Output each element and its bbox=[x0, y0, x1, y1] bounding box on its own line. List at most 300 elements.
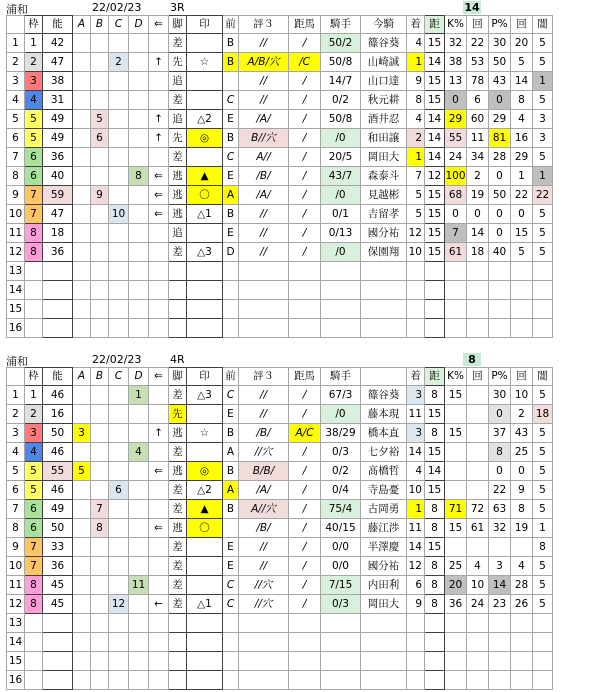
empty-cell bbox=[129, 262, 149, 281]
empty-cell bbox=[109, 300, 129, 319]
recovery-2: 29 bbox=[511, 148, 533, 167]
row-number: 9 bbox=[7, 186, 25, 205]
empty-cell bbox=[407, 652, 425, 671]
rank-a bbox=[73, 243, 91, 262]
empty-cell bbox=[43, 614, 73, 633]
prediction-mark bbox=[187, 538, 223, 557]
empty-cell bbox=[239, 671, 289, 690]
jockey-name: 見越彬 bbox=[361, 186, 407, 205]
running-style: 逃 bbox=[169, 462, 187, 481]
empty-cell bbox=[489, 300, 511, 319]
previous-grade: E bbox=[223, 538, 239, 557]
jockey-name: 半澤慶 bbox=[361, 538, 407, 557]
p-percent: 22 bbox=[489, 481, 511, 500]
row-number: 11 bbox=[7, 224, 25, 243]
frame-number: 2 bbox=[25, 405, 43, 424]
ability-score: 31 bbox=[43, 91, 73, 110]
empty-cell bbox=[25, 300, 43, 319]
empty-cell bbox=[489, 614, 511, 633]
k-percent: 15 bbox=[445, 519, 467, 538]
ability-score: 36 bbox=[43, 148, 73, 167]
empty-cell bbox=[109, 652, 129, 671]
rank-d bbox=[129, 481, 149, 500]
evaluation-3: //穴 bbox=[239, 443, 289, 462]
empty-cell bbox=[43, 652, 73, 671]
evaluation-3: // bbox=[239, 205, 289, 224]
row-number: 7 bbox=[7, 148, 25, 167]
recovery-1 bbox=[467, 462, 489, 481]
table-row bbox=[7, 614, 553, 633]
rank-c bbox=[109, 386, 129, 405]
rank-b bbox=[91, 424, 109, 443]
dark-index: 5 bbox=[533, 224, 553, 243]
previous-grade: C bbox=[223, 91, 239, 110]
k-percent: 7 bbox=[445, 224, 467, 243]
previous-grade: C bbox=[223, 576, 239, 595]
recovery-1 bbox=[467, 424, 489, 443]
rank-c bbox=[109, 129, 129, 148]
evaluation-3: // bbox=[239, 386, 289, 405]
empty-cell bbox=[91, 671, 109, 690]
empty-cell bbox=[43, 262, 73, 281]
previous-grade: B bbox=[223, 34, 239, 53]
recovery-1: 18 bbox=[467, 243, 489, 262]
rank-d bbox=[129, 243, 149, 262]
recovery-2: 0 bbox=[511, 462, 533, 481]
arrow-mark bbox=[149, 405, 169, 424]
prediction-mark bbox=[187, 576, 223, 595]
header-cell: 闇 bbox=[533, 16, 553, 34]
empty-cell bbox=[25, 671, 43, 690]
evaluation-3: /A/ bbox=[239, 186, 289, 205]
empty-cell bbox=[109, 633, 129, 652]
evaluation-3: // bbox=[239, 91, 289, 110]
ability-score: 49 bbox=[43, 500, 73, 519]
table-row bbox=[7, 500, 553, 519]
header-cell: 能 bbox=[43, 368, 73, 386]
rank-b: 6 bbox=[91, 129, 109, 148]
row-number: 10 bbox=[7, 557, 25, 576]
prediction-mark: ☆ bbox=[187, 53, 223, 72]
empty-cell bbox=[445, 319, 467, 338]
empty-cell bbox=[223, 671, 239, 690]
rank-d bbox=[129, 595, 149, 614]
rank-c bbox=[109, 462, 129, 481]
running-style: 差 bbox=[169, 557, 187, 576]
empty-cell bbox=[511, 671, 533, 690]
row-number: 12 bbox=[7, 243, 25, 262]
dark-index: 18 bbox=[533, 405, 553, 424]
previous-grade: B bbox=[223, 205, 239, 224]
empty-cell bbox=[73, 319, 91, 338]
jockey-name: 酒井忍 bbox=[361, 110, 407, 129]
recovery-2: 8 bbox=[511, 91, 533, 110]
rank-d: 4 bbox=[129, 443, 149, 462]
p-percent: 28 bbox=[489, 148, 511, 167]
distance-horse: / bbox=[289, 243, 321, 262]
recovery-1: 34 bbox=[467, 148, 489, 167]
table-row bbox=[7, 224, 553, 243]
row-number: 5 bbox=[7, 110, 25, 129]
recovery-1 bbox=[467, 405, 489, 424]
rank-c bbox=[109, 72, 129, 91]
finish-position: 14 bbox=[407, 443, 425, 462]
recovery-2: 22 bbox=[511, 186, 533, 205]
empty-cell bbox=[223, 633, 239, 652]
empty-cell bbox=[187, 633, 223, 652]
empty-cell bbox=[25, 652, 43, 671]
p-percent: 23 bbox=[489, 595, 511, 614]
row-number: 6 bbox=[7, 129, 25, 148]
empty-cell bbox=[425, 614, 445, 633]
header-cell: D bbox=[129, 16, 149, 34]
distance-horse: / bbox=[289, 481, 321, 500]
dark-index: 1 bbox=[533, 72, 553, 91]
evaluation-3: // bbox=[239, 538, 289, 557]
rank-a bbox=[73, 91, 91, 110]
header-cell: 前 bbox=[223, 16, 239, 34]
rank-c bbox=[109, 224, 129, 243]
row-number: 3 bbox=[7, 72, 25, 91]
arrow-mark: ⇐ bbox=[149, 167, 169, 186]
prediction-mark bbox=[187, 443, 223, 462]
table-row bbox=[7, 424, 553, 443]
jockey-stat: 75/4 bbox=[321, 500, 361, 519]
finish-position: 9 bbox=[407, 595, 425, 614]
rank-c bbox=[109, 243, 129, 262]
distance-value: 15 bbox=[425, 243, 445, 262]
race-table bbox=[6, 367, 553, 690]
arrow-mark bbox=[149, 386, 169, 405]
p-percent: 0 bbox=[489, 405, 511, 424]
empty-cell bbox=[321, 262, 361, 281]
frame-number: 7 bbox=[25, 186, 43, 205]
distance-value: 15 bbox=[425, 443, 445, 462]
jockey-stat: 0/4 bbox=[321, 481, 361, 500]
header-cell: 枠 bbox=[25, 368, 43, 386]
empty-cell bbox=[109, 281, 129, 300]
distance-horse: / bbox=[289, 576, 321, 595]
distance-horse: A/C bbox=[289, 424, 321, 443]
running-style: 差 bbox=[169, 91, 187, 110]
distance-value: 15 bbox=[425, 224, 445, 243]
ability-score: 46 bbox=[43, 481, 73, 500]
distance-horse: /C bbox=[289, 53, 321, 72]
prediction-mark: △3 bbox=[187, 386, 223, 405]
recovery-2: 14 bbox=[511, 72, 533, 91]
empty-cell bbox=[361, 652, 407, 671]
arrow-mark bbox=[149, 576, 169, 595]
arrow-mark bbox=[149, 500, 169, 519]
distance-horse: / bbox=[289, 129, 321, 148]
distance-value: 15 bbox=[425, 186, 445, 205]
table-row bbox=[7, 110, 553, 129]
distance-value: 14 bbox=[425, 53, 445, 72]
rank-d: 1 bbox=[129, 386, 149, 405]
p-percent: 14 bbox=[489, 576, 511, 595]
empty-cell bbox=[91, 614, 109, 633]
dark-index: 5 bbox=[533, 243, 553, 262]
dark-index: 5 bbox=[533, 53, 553, 72]
race-number: 4R bbox=[170, 353, 185, 366]
rank-a bbox=[73, 500, 91, 519]
empty-cell bbox=[223, 652, 239, 671]
finish-position: 1 bbox=[407, 500, 425, 519]
ability-score: 46 bbox=[43, 443, 73, 462]
previous-grade: E bbox=[223, 557, 239, 576]
header-cell: 回 bbox=[511, 368, 533, 386]
arrow-mark bbox=[149, 443, 169, 462]
recovery-1 bbox=[467, 443, 489, 462]
empty-cell bbox=[511, 262, 533, 281]
empty-cell bbox=[533, 633, 553, 652]
empty-cell bbox=[43, 281, 73, 300]
table-row bbox=[7, 557, 553, 576]
p-percent: 0 bbox=[489, 462, 511, 481]
row-number: 10 bbox=[7, 205, 25, 224]
header-cell: 着 bbox=[407, 16, 425, 34]
jockey-name: 寺島憂 bbox=[361, 481, 407, 500]
header-cell: P% bbox=[489, 368, 511, 386]
header-cell: P% bbox=[489, 16, 511, 34]
frame-number: 8 bbox=[25, 595, 43, 614]
rank-c bbox=[109, 443, 129, 462]
empty-cell bbox=[321, 614, 361, 633]
evaluation-3: // bbox=[239, 224, 289, 243]
arrow-mark bbox=[149, 224, 169, 243]
empty-cell bbox=[169, 281, 187, 300]
row-number: 1 bbox=[7, 34, 25, 53]
row-number: 8 bbox=[7, 167, 25, 186]
recovery-1: 60 bbox=[467, 110, 489, 129]
distance-value: 14 bbox=[425, 148, 445, 167]
distance-horse: / bbox=[289, 34, 321, 53]
arrow-mark: ↑ bbox=[149, 424, 169, 443]
row-number: 14 bbox=[7, 633, 25, 652]
recovery-2: 19 bbox=[511, 519, 533, 538]
jockey-name: 岡田大 bbox=[361, 595, 407, 614]
empty-cell bbox=[239, 262, 289, 281]
race-section-3R bbox=[0, 0, 600, 338]
dark-index: 5 bbox=[533, 595, 553, 614]
jockey-stat: 0/3 bbox=[321, 595, 361, 614]
ability-score: 45 bbox=[43, 576, 73, 595]
rank-d bbox=[129, 224, 149, 243]
arrow-mark: ⇐ bbox=[149, 205, 169, 224]
rank-c bbox=[109, 538, 129, 557]
recovery-1: 24 bbox=[467, 595, 489, 614]
k-percent bbox=[445, 462, 467, 481]
prediction-mark bbox=[187, 72, 223, 91]
race-section-4R bbox=[0, 352, 600, 690]
row-number: 1 bbox=[7, 386, 25, 405]
empty-cell bbox=[467, 633, 489, 652]
empty-cell bbox=[129, 319, 149, 338]
running-style: 逃 bbox=[169, 205, 187, 224]
header-cell: C bbox=[109, 368, 129, 386]
header-cell: 評３ bbox=[239, 368, 289, 386]
distance-value: 8 bbox=[425, 386, 445, 405]
empty-cell bbox=[169, 614, 187, 633]
jockey-stat: /0 bbox=[321, 243, 361, 262]
k-percent: 55 bbox=[445, 129, 467, 148]
recovery-2: 9 bbox=[511, 481, 533, 500]
empty-cell bbox=[407, 614, 425, 633]
finish-position: 3 bbox=[407, 386, 425, 405]
arrow-mark bbox=[149, 148, 169, 167]
running-style: 逃 bbox=[169, 167, 187, 186]
rank-d bbox=[129, 538, 149, 557]
race-number: 3R bbox=[170, 1, 185, 14]
k-percent: 61 bbox=[445, 243, 467, 262]
empty-cell bbox=[223, 614, 239, 633]
empty-cell bbox=[361, 262, 407, 281]
recovery-1: 0 bbox=[467, 205, 489, 224]
rank-a bbox=[73, 557, 91, 576]
evaluation-3: /A/ bbox=[239, 481, 289, 500]
empty-cell bbox=[239, 614, 289, 633]
previous-grade: A bbox=[223, 481, 239, 500]
rank-a bbox=[73, 186, 91, 205]
empty-cell bbox=[91, 281, 109, 300]
distance-value: 8 bbox=[425, 595, 445, 614]
frame-number: 6 bbox=[25, 519, 43, 538]
distance-value: 15 bbox=[425, 72, 445, 91]
arrow-mark bbox=[149, 538, 169, 557]
finish-position: 10 bbox=[407, 243, 425, 262]
empty-cell bbox=[533, 614, 553, 633]
running-style: 差 bbox=[169, 595, 187, 614]
empty-cell bbox=[169, 300, 187, 319]
k-percent: 100 bbox=[445, 167, 467, 186]
evaluation-3: // bbox=[239, 72, 289, 91]
recovery-1 bbox=[467, 386, 489, 405]
empty-cell bbox=[149, 281, 169, 300]
rank-b bbox=[91, 576, 109, 595]
evaluation-3: // bbox=[239, 557, 289, 576]
distance-value: 15 bbox=[425, 91, 445, 110]
header-cell: 枠 bbox=[25, 16, 43, 34]
jockey-name: 橋本直 bbox=[361, 424, 407, 443]
prediction-mark: △3 bbox=[187, 243, 223, 262]
distance-horse: / bbox=[289, 462, 321, 481]
empty-cell bbox=[407, 671, 425, 690]
empty-cell bbox=[109, 262, 129, 281]
jockey-name: 篠谷葵 bbox=[361, 34, 407, 53]
table-row bbox=[7, 167, 553, 186]
rank-d bbox=[129, 91, 149, 110]
arrow-mark: ⇐ bbox=[149, 462, 169, 481]
empty-cell bbox=[109, 671, 129, 690]
header-cell: 印 bbox=[187, 16, 223, 34]
rank-d bbox=[129, 405, 149, 424]
table-row bbox=[7, 405, 553, 424]
running-style: 追 bbox=[169, 72, 187, 91]
jockey-stat: 50/8 bbox=[321, 110, 361, 129]
empty-cell bbox=[321, 633, 361, 652]
rank-b bbox=[91, 462, 109, 481]
table-row bbox=[7, 262, 553, 281]
dark-index: 5 bbox=[533, 481, 553, 500]
empty-cell bbox=[445, 262, 467, 281]
empty-cell bbox=[239, 281, 289, 300]
header-cell: ⇐ bbox=[149, 368, 169, 386]
recovery-1: 6 bbox=[467, 91, 489, 110]
jockey-stat: 20/5 bbox=[321, 148, 361, 167]
ability-score: 47 bbox=[43, 53, 73, 72]
previous-grade bbox=[223, 519, 239, 538]
recovery-2: 5 bbox=[511, 53, 533, 72]
empty-cell bbox=[25, 262, 43, 281]
table-row bbox=[7, 34, 553, 53]
rank-c bbox=[109, 519, 129, 538]
empty-cell bbox=[533, 300, 553, 319]
dark-index: 8 bbox=[533, 538, 553, 557]
rank-d bbox=[129, 34, 149, 53]
header-cell: 今騎 bbox=[361, 16, 407, 34]
rank-b bbox=[91, 595, 109, 614]
prediction-mark bbox=[187, 405, 223, 424]
arrow-mark bbox=[149, 72, 169, 91]
running-style: 差 bbox=[169, 34, 187, 53]
header-cell: 距馬 bbox=[289, 368, 321, 386]
running-style: 差 bbox=[169, 500, 187, 519]
distance-horse: / bbox=[289, 148, 321, 167]
dark-index: 5 bbox=[533, 443, 553, 462]
row-number: 9 bbox=[7, 538, 25, 557]
empty-cell bbox=[91, 262, 109, 281]
jockey-name: 國分祐 bbox=[361, 224, 407, 243]
rank-d bbox=[129, 557, 149, 576]
evaluation-3: A/B/穴 bbox=[239, 53, 289, 72]
p-percent: 0 bbox=[489, 224, 511, 243]
empty-cell bbox=[445, 300, 467, 319]
dark-index: 5 bbox=[533, 557, 553, 576]
rank-b: 8 bbox=[91, 519, 109, 538]
header-cell: 印 bbox=[187, 368, 223, 386]
p-percent: 32 bbox=[489, 519, 511, 538]
p-percent: 0 bbox=[489, 167, 511, 186]
running-style: 差 bbox=[169, 538, 187, 557]
rank-b bbox=[91, 205, 109, 224]
rank-a bbox=[73, 129, 91, 148]
jockey-name: 篠谷葵 bbox=[361, 386, 407, 405]
finish-position: 5 bbox=[407, 205, 425, 224]
jockey-stat: 38/29 bbox=[321, 424, 361, 443]
empty-cell bbox=[149, 262, 169, 281]
rank-a bbox=[73, 205, 91, 224]
rank-b bbox=[91, 386, 109, 405]
ability-score: 45 bbox=[43, 595, 73, 614]
p-percent: 81 bbox=[489, 129, 511, 148]
k-percent: 32 bbox=[445, 34, 467, 53]
frame-number: 6 bbox=[25, 148, 43, 167]
empty-cell bbox=[91, 319, 109, 338]
arrow-mark: ↑ bbox=[149, 129, 169, 148]
distance-horse: / bbox=[289, 167, 321, 186]
k-percent bbox=[445, 538, 467, 557]
arrow-mark: ⇐ bbox=[149, 186, 169, 205]
jockey-stat: /0 bbox=[321, 129, 361, 148]
evaluation-3: // bbox=[239, 243, 289, 262]
p-percent: 30 bbox=[489, 386, 511, 405]
k-percent: 29 bbox=[445, 110, 467, 129]
empty-cell bbox=[489, 319, 511, 338]
recovery-2: 16 bbox=[511, 129, 533, 148]
empty-cell bbox=[445, 281, 467, 300]
rank-d bbox=[129, 186, 149, 205]
frame-number: 1 bbox=[25, 386, 43, 405]
